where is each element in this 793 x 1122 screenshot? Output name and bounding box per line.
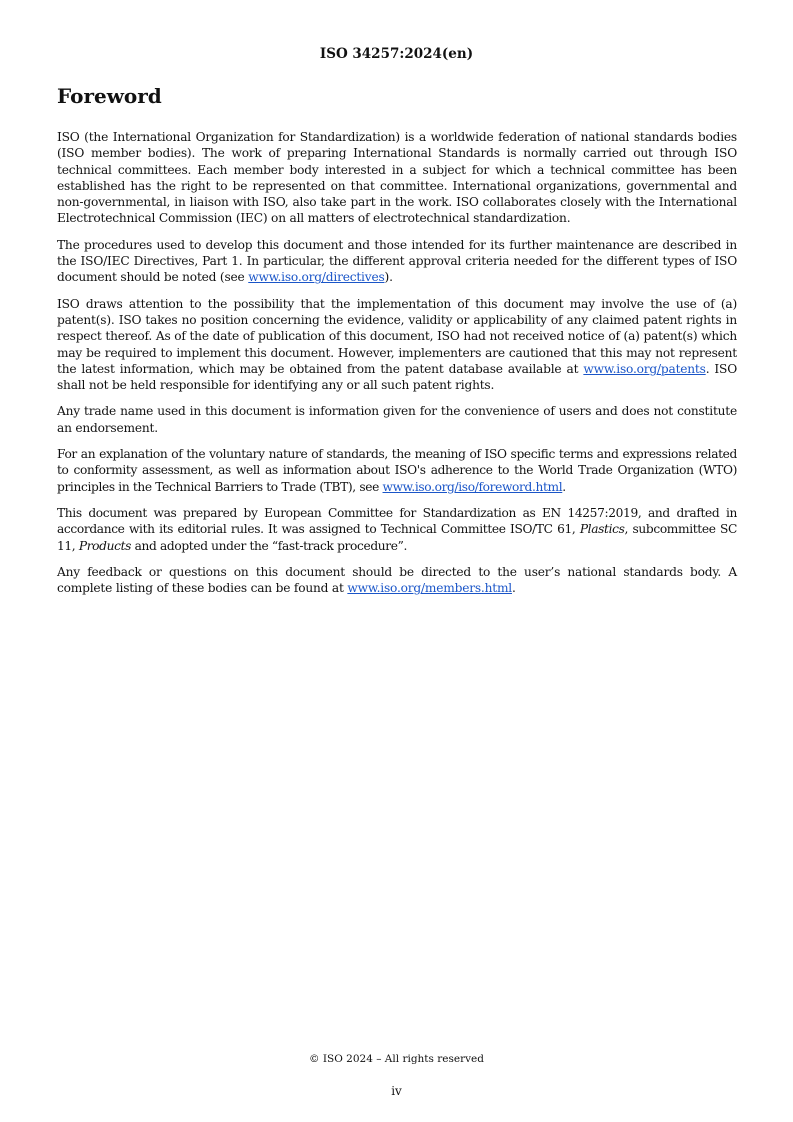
directives-link[interactable]: www.iso.org/directives [248, 270, 385, 285]
paragraph-voluntary-nature: For an explanation of the voluntary nature of standards, the meaning of ISO specific terms and expressions related to conformity assessment, as well as information about ISO's adherence to the World Trade Organization (WTO) principles in the Technical Barriers to Trade (TBT), see www.iso.org/iso/foreword.html. [57, 447, 737, 494]
paragraph-procedures: The procedures used to develop this document and those intended for its further maintenance are described in the ISO/IEC Directives, Part 1. In particular, the different approval criteria needed for the different types of ISO document should be noted (see www.iso.org/directives). [57, 237, 737, 285]
paragraph-trade-name: Any trade name used in this document is information given for the convenience of users and does not constitute an endorsement. [57, 404, 737, 435]
paragraph-patents: ISO draws attention to the possibility that the implementation of this document may involve the use of (a) patent(s). ISO takes no position concerning the evidence, validity or applicability of any claimed patent rights in respect thereof. As of the date of publication of this document, ISO had not received notice of (a) patent(s) which may be required to implement this document. However, implementers are cautioned that this may not represent the latest information, which may be obtained from the patent database available at www.iso.org/patents. ISO shall not be held responsible for identifying any or all such patent rights. [57, 296, 737, 393]
copyright-footer: © ISO 2024 – All rights reserved [309, 1053, 484, 1065]
paragraph-prepared-by: This document was prepared by European Committee for Standardization as EN 14257:2019, and drafted in accordance with its editorial rules. It was assigned to Technical Committee ISO/TC 61, Plastics, subcommittee SC 11, Products and adopted under the “fast-track procedure”. [57, 505, 737, 553]
foreword-body [57, 129, 737, 606]
paragraph-iso-intro: ISO (the International Organization for Standardization) is a worldwide federation of national standards bodies (ISO member bodies). The work of preparing International Standards is normally carried out through ISO technical committees. Each member body interested in a subject for which a technical committee has been established has the right to be represented on that committee. International organizations, governmental and non-governmental, in liaison with ISO, also take part in the work. ISO collaborates closely with the International Electrotechnical Commission (IEC) on all matters of electrotechnical standardization. [57, 130, 737, 226]
page-title: Foreword [57, 84, 162, 108]
paragraph-feedback: Any feedback or questions on this document should be directed to the user’s national standards body. A complete listing of these bodies can be found at www.iso.org/members.html. [57, 564, 737, 596]
foreword-link[interactable]: www.iso.org/iso/foreword.html [382, 479, 563, 494]
patents-link[interactable]: www.iso.org/patents [583, 361, 706, 376]
members-link[interactable]: www.iso.org/members.html [347, 581, 512, 596]
document-header: ISO 34257:2024(en) [319, 46, 474, 62]
page-number: iv [391, 1084, 402, 1098]
